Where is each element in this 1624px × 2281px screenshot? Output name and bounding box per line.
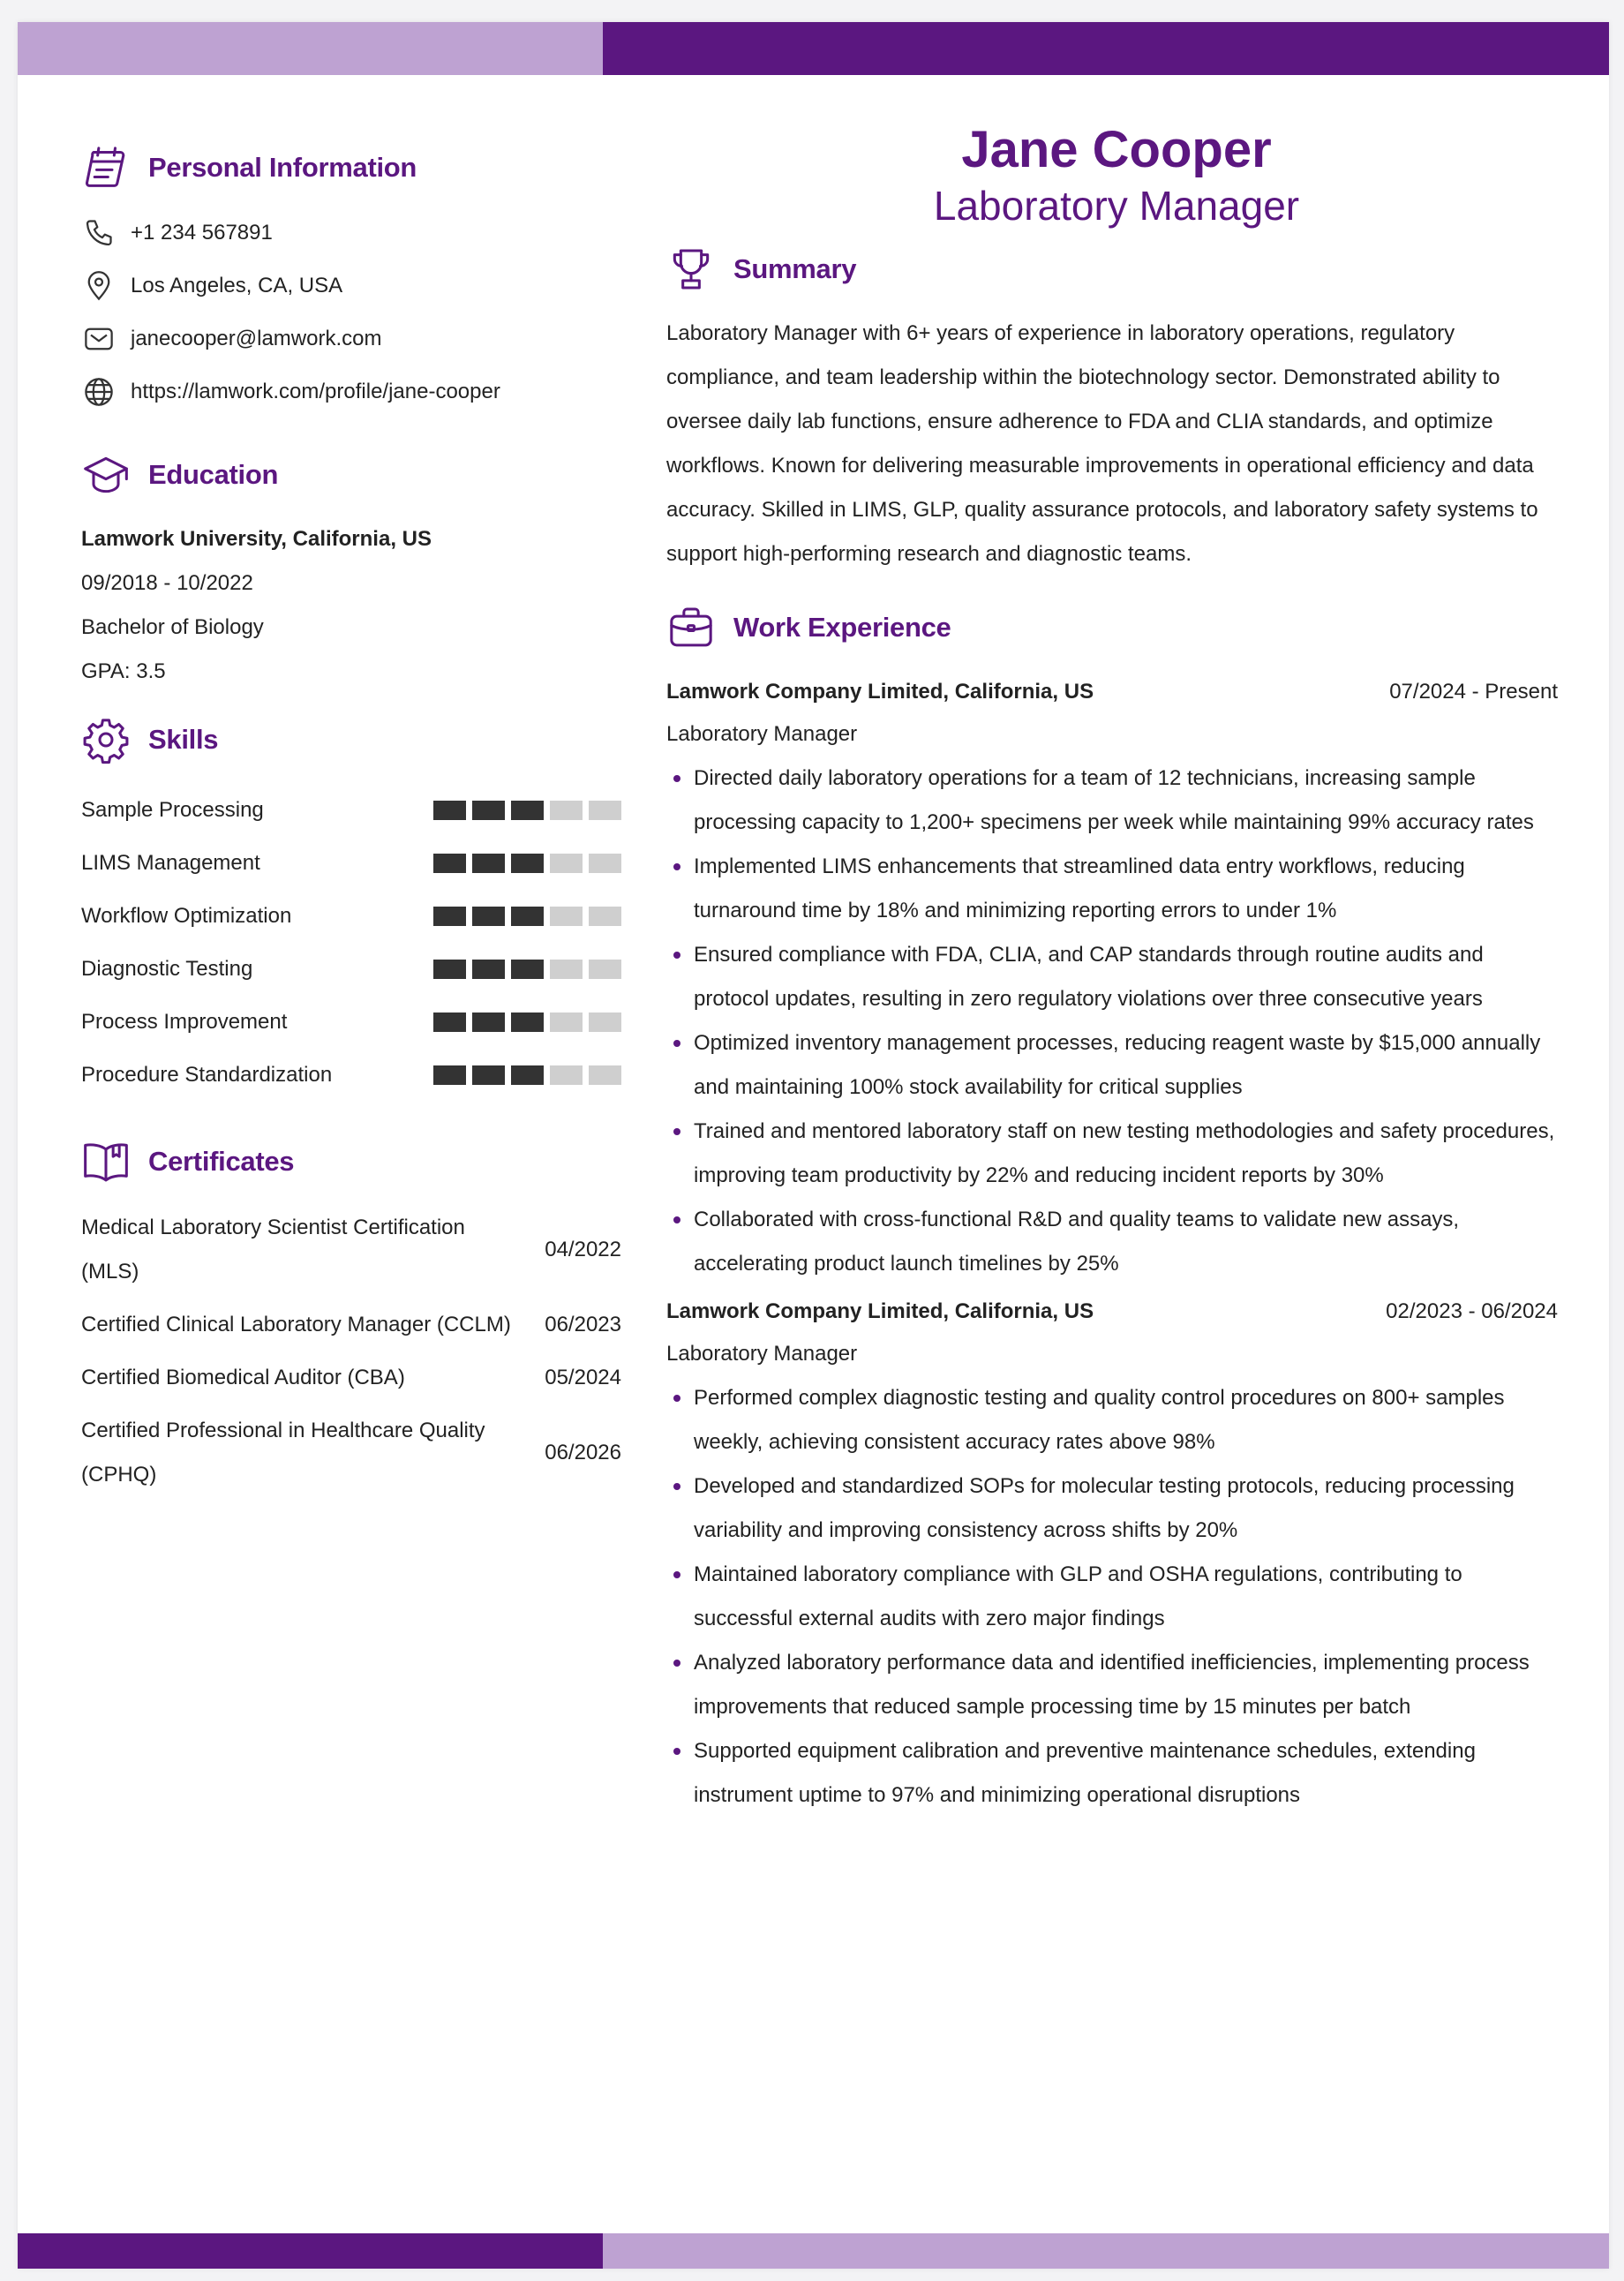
skill-row	[81, 890, 621, 943]
skill-block-empty	[550, 1065, 583, 1085]
section-title: Work Experience	[733, 612, 951, 643]
skill-block-filled	[433, 907, 466, 926]
skill-block-filled	[511, 960, 544, 979]
skill-block-filled	[433, 801, 466, 820]
contact-email	[81, 312, 621, 365]
skill-block-filled	[433, 1065, 466, 1085]
phone-text: +1 234 567891	[131, 221, 273, 245]
briefcase-icon	[666, 601, 719, 654]
job-entry	[666, 672, 1567, 1286]
skill-name: LIMS Management	[81, 851, 260, 875]
skill-name: Sample Processing	[81, 798, 264, 822]
skills-header	[81, 713, 621, 766]
gear-icon	[81, 713, 134, 766]
skill-block-empty	[589, 1013, 621, 1032]
job-header	[666, 1291, 1558, 1332]
education-entry	[81, 517, 621, 694]
skill-block-filled	[472, 1013, 505, 1032]
skill-name: Workflow Optimization	[81, 904, 292, 928]
phone-icon	[81, 215, 117, 251]
skill-block-empty	[550, 1013, 583, 1032]
right-column	[666, 119, 1567, 1818]
job-role: Laboratory Manager	[666, 722, 858, 746]
degree: Bachelor of Biology	[81, 615, 264, 639]
candidate-title: Laboratory Manager	[933, 183, 1300, 229]
location-text: Los Angeles, CA, USA	[131, 274, 343, 297]
skill-row	[81, 837, 621, 890]
certificate-row	[81, 1356, 621, 1400]
section-title: Education	[148, 459, 279, 490]
skill-block-empty	[550, 854, 583, 873]
skill-block-filled	[472, 960, 505, 979]
job-bullets	[666, 1376, 1567, 1818]
certificate-date: 06/2023	[545, 1313, 621, 1336]
certificate-date: 04/2022	[545, 1238, 621, 1261]
candidate-name: Jane Cooper	[961, 121, 1272, 178]
job-bullet: Performed complex diagnostic testing and quality control procedures on 800+ samples weekly, achieving consistent accuracy rates above 98%	[666, 1376, 1558, 1464]
skill-block-filled	[511, 801, 544, 820]
job-header	[666, 672, 1558, 712]
mail-icon	[81, 321, 117, 357]
section-title: Certificates	[148, 1146, 295, 1177]
summary-header	[666, 243, 1567, 296]
skill-block-empty	[589, 907, 621, 926]
job-bullet: Trained and mentored laboratory staff on new testing methodologies and safety procedures, improving team productivity by 22% and reducing incident reports by 30%	[666, 1110, 1558, 1198]
skill-row	[81, 996, 621, 1049]
skill-block-empty	[589, 854, 621, 873]
section-title: Summary	[733, 253, 857, 284]
skill-level	[433, 907, 621, 926]
school-name: Lamwork University, California, US	[81, 527, 432, 551]
section-title: Skills	[148, 724, 219, 755]
skill-block-filled	[472, 801, 505, 820]
map-pin-icon	[81, 268, 117, 304]
job-dates: 02/2023 - 06/2024	[1386, 1299, 1558, 1323]
job-entry	[666, 1291, 1567, 1818]
job-bullets	[666, 757, 1567, 1286]
skill-block-filled	[511, 1065, 544, 1085]
certificate-name: Certified Biomedical Auditor (CBA)	[81, 1366, 405, 1389]
job-bullet: Collaborated with cross-functional R&D and quality teams to validate new assays, accelerating product launch timelines by 25%	[666, 1198, 1558, 1286]
certificate-name: Certified Professional in Healthcare Quality (CPHQ)	[81, 1419, 485, 1487]
skill-block-filled	[511, 907, 544, 926]
email-text[interactable]: janecooper@lamwork.com	[131, 327, 382, 350]
job-role: Laboratory Manager	[666, 1342, 858, 1366]
skill-block-filled	[472, 854, 505, 873]
job-bullet: Maintained laboratory compliance with GLP and OSHA regulations, contributing to successful external audits with zero major findings	[666, 1553, 1558, 1641]
contact-phone	[81, 207, 621, 260]
graduation-cap-icon	[81, 448, 134, 501]
skill-block-filled	[511, 1013, 544, 1032]
certificates-header	[81, 1135, 621, 1188]
skill-level	[433, 1065, 621, 1085]
skill-name: Process Improvement	[81, 1010, 288, 1034]
skill-row	[81, 1049, 621, 1102]
certificate-date: 06/2026	[545, 1441, 621, 1464]
left-column	[81, 141, 621, 1506]
open-book-icon	[81, 1135, 134, 1188]
skill-row	[81, 784, 621, 837]
skill-block-empty	[589, 1065, 621, 1085]
bottom-band-dark	[18, 2233, 603, 2269]
skill-level	[433, 854, 621, 873]
certificate-row	[81, 1409, 621, 1497]
skill-level	[433, 960, 621, 979]
certificate-name: Medical Laboratory Scientist Certification (MLS)	[81, 1216, 465, 1284]
job-bullet: Directed daily laboratory operations for a team of 12 technicians, increasing sample processing capacity to 1,200+ specimens per week while maintaining 99% accuracy rates	[666, 757, 1558, 845]
skill-block-empty	[550, 801, 583, 820]
skill-block-empty	[550, 960, 583, 979]
calendar-note-icon	[81, 141, 134, 194]
company-name: Lamwork Company Limited, California, US	[666, 680, 1094, 704]
gpa: GPA: 3.5	[81, 659, 166, 683]
skill-block-filled	[472, 1065, 505, 1085]
summary-text: Laboratory Manager with 6+ years of experience in laboratory operations, regulatory compliance, and team leadership within the biotechnology sector. Demonstrated ability to oversee daily lab functions, ensure adherence to FDA and CLIA standards, and optimize workflows. Known for delivering measurable improvements in operational efficiency and data accuracy. Skilled in LIMS, GLP, quality assurance protocols, and laboratory safety systems to support high-performing research and diagnostic teams.	[666, 321, 1538, 566]
skill-block-filled	[433, 854, 466, 873]
skill-block-filled	[511, 854, 544, 873]
contact-website	[81, 365, 621, 418]
trophy-icon	[666, 243, 719, 296]
job-dates: 07/2024 - Present	[1389, 680, 1558, 704]
website-link[interactable]: https://lamwork.com/profile/jane-cooper	[131, 380, 500, 403]
skill-block-filled	[433, 960, 466, 979]
certificate-name: Certified Clinical Laboratory Manager (CCLM)	[81, 1313, 511, 1336]
job-bullet: Implemented LIMS enhancements that streamlined data entry workflows, reducing turnaround time by 18% and minimizing reporting errors to under 1%	[666, 845, 1558, 933]
certificates-list	[81, 1206, 621, 1497]
top-band-light	[18, 22, 603, 75]
section-title: Personal Information	[148, 152, 417, 183]
globe-icon	[81, 374, 117, 410]
job-bullet: Optimized inventory management processes, reducing reagent waste by $15,000 annually and maintaining 100% stock availability for critical supplies	[666, 1021, 1558, 1110]
skill-name: Procedure Standardization	[81, 1063, 333, 1087]
resume-page	[18, 22, 1609, 2269]
job-bullet: Supported equipment calibration and preventive maintenance schedules, extending instrument uptime to 97% and minimizing operational disruptions	[666, 1729, 1558, 1818]
certificate-row	[81, 1206, 621, 1294]
job-bullet: Analyzed laboratory performance data and identified inefficiencies, implementing process improvements that reduced sample processing time by 15 minutes per batch	[666, 1641, 1558, 1729]
skill-block-filled	[472, 907, 505, 926]
skill-name: Diagnostic Testing	[81, 957, 253, 981]
job-bullet: Ensured compliance with FDA, CLIA, and CAP standards through routine audits and protocol updates, resulting in zero regulatory violations over three consecutive years	[666, 933, 1558, 1021]
bottom-band-light	[603, 2233, 1609, 2269]
education-header	[81, 448, 621, 501]
skills-list	[81, 784, 621, 1102]
top-band-dark	[603, 22, 1609, 75]
contact-list	[81, 207, 621, 418]
contact-location	[81, 260, 621, 312]
skill-level	[433, 1013, 621, 1032]
skill-level	[433, 801, 621, 820]
skill-row	[81, 943, 621, 996]
personal-info-header	[81, 141, 621, 194]
job-bullet: Developed and standardized SOPs for molecular testing protocols, reducing processing variability and improving consistency across shifts by 20%	[666, 1464, 1558, 1553]
skill-block-empty	[589, 960, 621, 979]
work-experience-header	[666, 601, 1567, 654]
certificate-row	[81, 1303, 621, 1347]
skill-block-empty	[550, 907, 583, 926]
skill-block-empty	[589, 801, 621, 820]
education-dates: 09/2018 - 10/2022	[81, 571, 253, 595]
skill-block-filled	[433, 1013, 466, 1032]
certificate-date: 05/2024	[545, 1366, 621, 1389]
company-name: Lamwork Company Limited, California, US	[666, 1299, 1094, 1323]
